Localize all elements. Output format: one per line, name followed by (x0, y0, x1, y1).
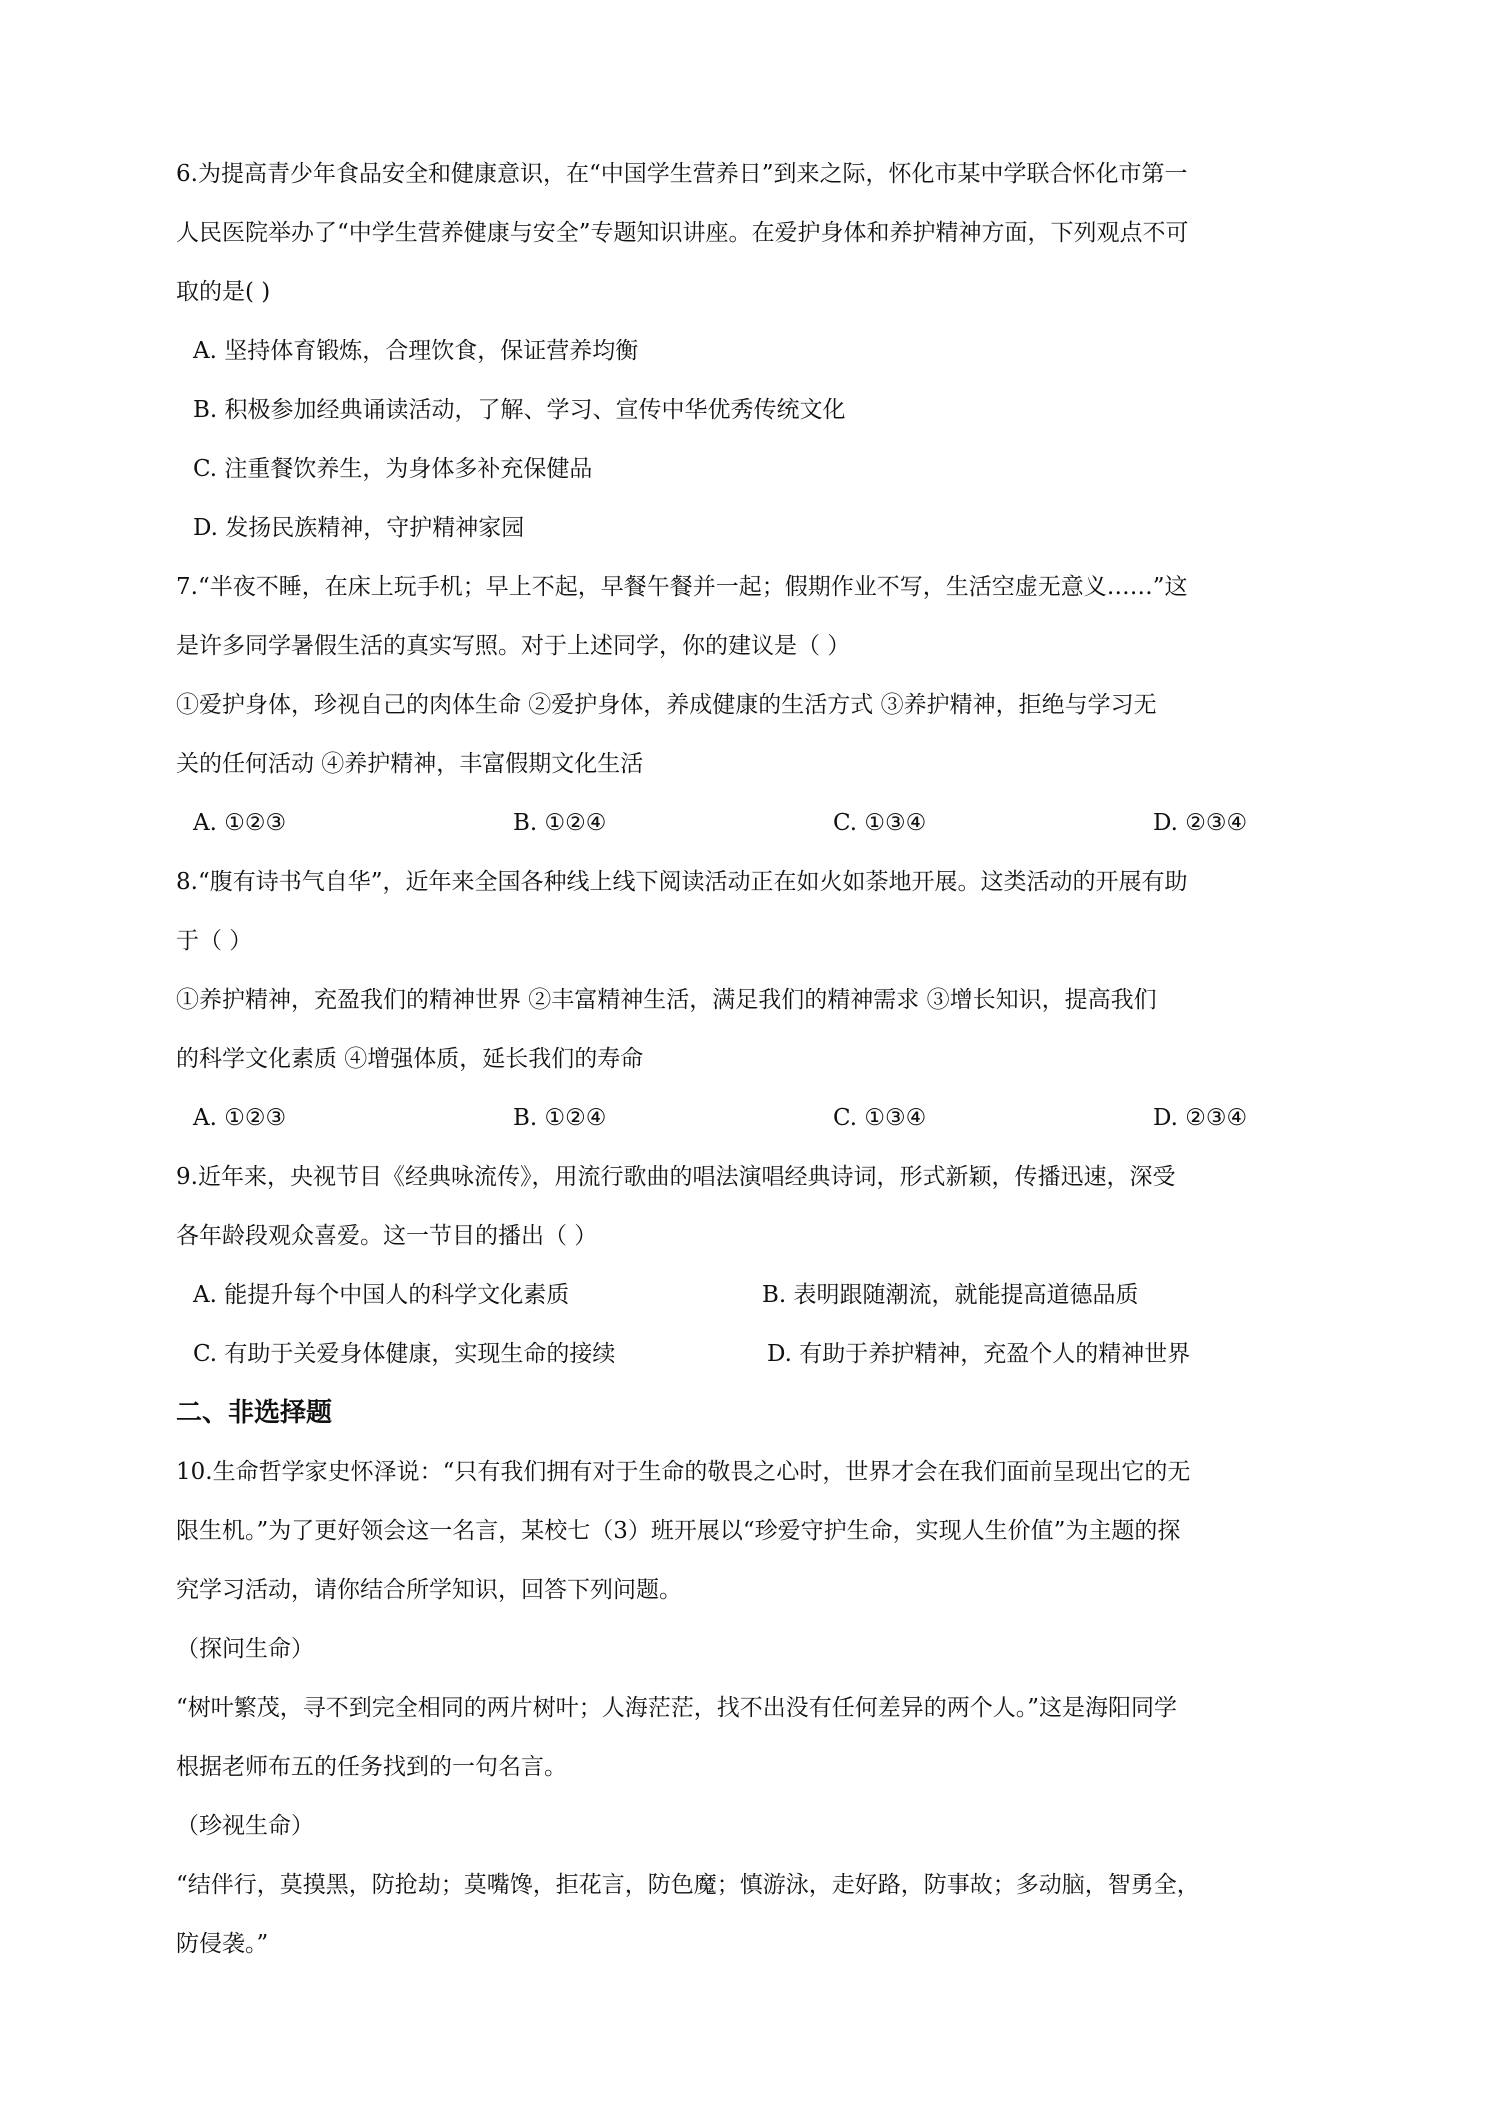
q6-option-b: B. 积极参加经典诵读活动，了解、学习、宣传中华优秀传统文化 (193, 397, 846, 423)
q10-stem-line-3: 究学习活动，请你结合所学知识，回答下列问题。 (176, 1577, 682, 1603)
q6-stem-line-3: 取的是( ) (176, 279, 271, 305)
q10-stem-line-1: 10.生命哲学家史怀泽说：“只有我们拥有对于生命的敬畏之心时，世界才会在我们面前呈现出它的无 (176, 1459, 1191, 1485)
q7-statements-line-2: 关的任何活动 ④养护精神，丰富假期文化生活 (176, 751, 644, 777)
q8-option-b: B. ①②④ (513, 1105, 607, 1131)
q10-part1-line-1: “树叶繁茂，寻不到完全相同的两片树叶；人海茫茫，找不出没有任何差异的两个人。”这是海阳同学 (176, 1695, 1178, 1721)
q7-statements-line-1: ①爱护身体，珍视自己的肉体生命 ②爱护身体，养成健康的生活方式 ③养护精神，拒绝与学习无 (176, 692, 1157, 718)
q8-option-a: A. ①②③ (193, 1105, 287, 1131)
q7-option-b: B. ①②④ (513, 810, 607, 836)
q9-stem-line-2: 各年龄段观众喜爱。这一节目的播出（ ） (176, 1223, 598, 1249)
q10-stem-line-2: 限生机。”为了更好领会这一名言，某校七（3）班开展以“珍爱守护生命，实现人生价值”为主题的探 (176, 1518, 1181, 1544)
q6-option-c: C. 注重餐饮养生，为身体多补充保健品 (193, 456, 593, 482)
q9-option-a: A. 能提升每个中国人的科学文化素质 (193, 1282, 570, 1308)
section-heading: 二、非选择题 (176, 1398, 333, 1428)
q6-option-a: A. 坚持体育锻炼，合理饮食，保证营养均衡 (193, 338, 639, 364)
q10-part2-title: （珍视生命） (176, 1813, 314, 1839)
q8-stem-line-2: 于（ ） (176, 928, 253, 954)
q9-option-b: B. 表明跟随潮流，就能提高道德品质 (762, 1282, 1139, 1308)
q8-stem-line-1: 8.“腹有诗书气自华”，近年来全国各种线上线下阅读活动正在如火如荼地开展。这类活动的开展有助 (176, 869, 1188, 895)
q6-stem-line-2: 人民医院举办了“中学生营养健康与安全”专题知识讲座。在爱护身体和养护精神方面，下列观点不可 (176, 220, 1189, 246)
q8-statements-line-1: ①养护精神，充盈我们的精神世界 ②丰富精神生活，满足我们的精神需求 ③增长知识，提高我们 (176, 987, 1157, 1013)
q6-option-d: D. 发扬民族精神，守护精神家园 (193, 515, 525, 541)
q8-option-d: D. ②③④ (1153, 1105, 1248, 1131)
q8-statements-line-2: 的科学文化素质 ④增强体质，延长我们的寿命 (176, 1046, 644, 1072)
q9-stem-line-1: 9.近年来，央视节目《经典咏流传》，用流行歌曲的唱法演唱经典诗词，形式新颖，传播迅速，深受 (176, 1164, 1176, 1190)
q10-part2-line-2: 防侵袭。” (176, 1931, 269, 1957)
q7-option-d: D. ②③④ (1153, 810, 1248, 836)
q10-part1-line-2: 根据老师布五的任务找到的一句名言。 (176, 1754, 567, 1780)
q7-stem-line-2: 是许多同学暑假生活的真实写照。对于上述同学，你的建议是（ ） (176, 633, 851, 659)
q7-option-c: C. ①③④ (833, 810, 927, 836)
q9-option-c: C. 有助于关爱身体健康，实现生命的接续 (193, 1341, 616, 1367)
q10-part2-line-1: “结伴行，莫摸黑，防抢劫；莫嘴馋，拒花言，防色魔；慎游泳，走好路，防事故；多动脑，智勇全， (176, 1872, 1200, 1898)
q7-option-a: A. ①②③ (193, 810, 287, 836)
q8-option-c: C. ①③④ (833, 1105, 927, 1131)
q7-stem-line-1: 7.“半夜不睡，在床上玩手机；早上不起，早餐午餐并一起；假期作业不写，生活空虚无意义……”这 (176, 574, 1188, 600)
q6-stem-line-1: 6.为提高青少年食品安全和健康意识，在“中国学生营养日”到来之际，怀化市某中学联合怀化市第一 (176, 161, 1188, 187)
q10-part1-title: （探问生命） (176, 1636, 314, 1662)
q9-option-d: D. 有助于养护精神，充盈个人的精神世界 (767, 1341, 1191, 1367)
